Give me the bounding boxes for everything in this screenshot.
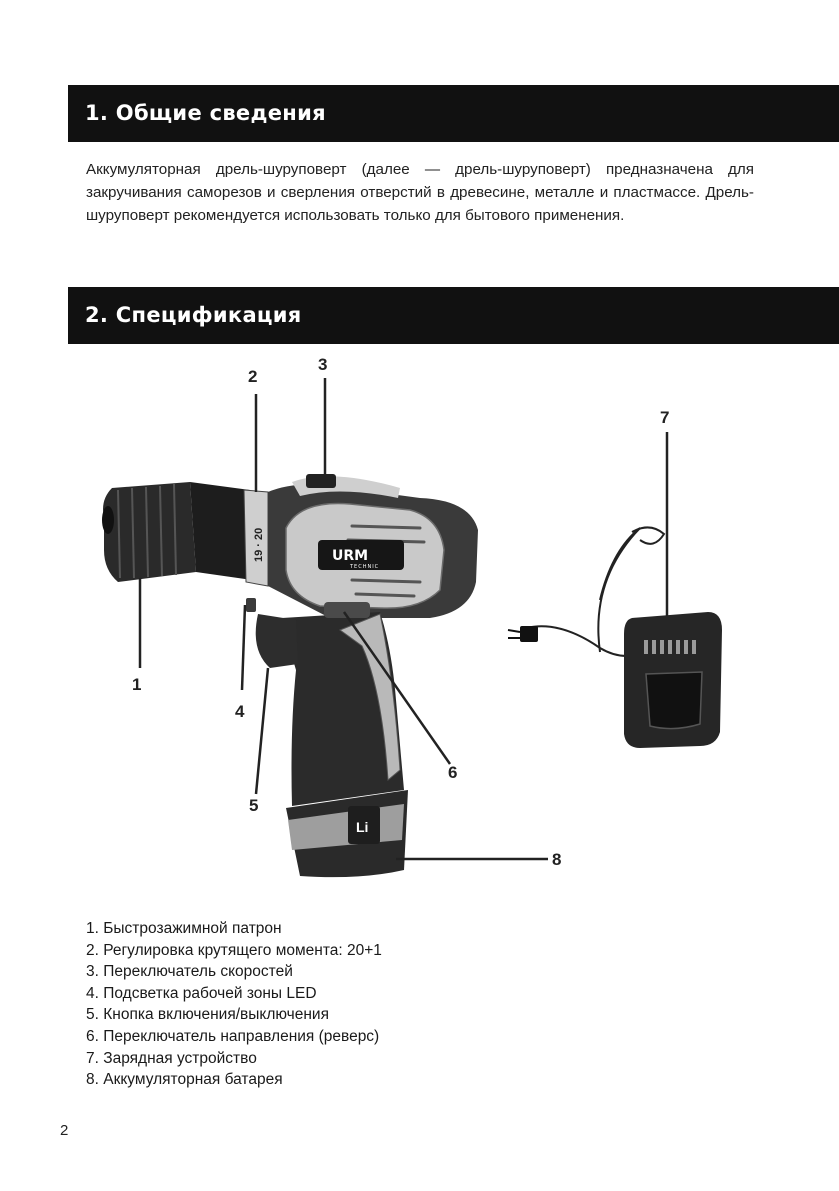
legend-item: 6. Переключатель направления (реверс) xyxy=(86,1027,380,1045)
callout-7: 7 xyxy=(660,408,670,427)
speed-switch-shape xyxy=(306,474,336,488)
legend-item: 2. Регулировка крутящего момента: 20+1 xyxy=(86,941,382,959)
callout-2: 2 xyxy=(248,367,258,386)
intro-paragraph: Аккумуляторная дрель-шуруповерт (далее — дрель-шуруповерт) предназначена для закручивания саморезов и сверления отверстий в древесине, металле и пластмассе. Дрель-шуруповерт рекомендуется использовать только для бытового применения. xyxy=(86,161,754,224)
plug-shape xyxy=(520,626,538,642)
legend-item: 1. Быстрозажимной патрон xyxy=(86,920,282,937)
brand-logo-text: URM xyxy=(332,548,369,564)
brand-sub-text: TECHNIC xyxy=(350,564,380,570)
page-number: 2 xyxy=(60,1122,69,1139)
callout-6: 6 xyxy=(448,763,458,782)
legend-item: 4. Подсветка рабочей зоны LED xyxy=(86,984,317,1002)
chuck-shape xyxy=(103,482,196,582)
callout-5: 5 xyxy=(249,796,259,815)
legend-item: 5. Кнопка включения/выключения xyxy=(86,1006,329,1024)
charger-cable xyxy=(526,626,640,656)
parts-legend xyxy=(86,918,382,1091)
battery-li-text: Li xyxy=(356,819,369,835)
callout-3: 3 xyxy=(318,355,328,374)
callout-1: 1 xyxy=(132,675,142,694)
drill-illustration xyxy=(0,350,839,890)
callout-8: 8 xyxy=(552,850,562,869)
legend-item: 7. Зарядная устройство xyxy=(86,1049,257,1067)
drill-diagram xyxy=(0,350,839,890)
torque-scale-text: 19 · 20 xyxy=(253,527,265,562)
legend-item: 3. Переключатель скоростей xyxy=(86,963,293,981)
legend-item: 8. Аккумуляторная батарея xyxy=(86,1071,283,1089)
trigger-shape xyxy=(256,614,298,668)
section-heading-specification: 2. Спецификация xyxy=(68,287,839,344)
section-heading-general: 1. Общие сведения xyxy=(68,85,839,142)
callout-4: 4 xyxy=(235,702,245,721)
